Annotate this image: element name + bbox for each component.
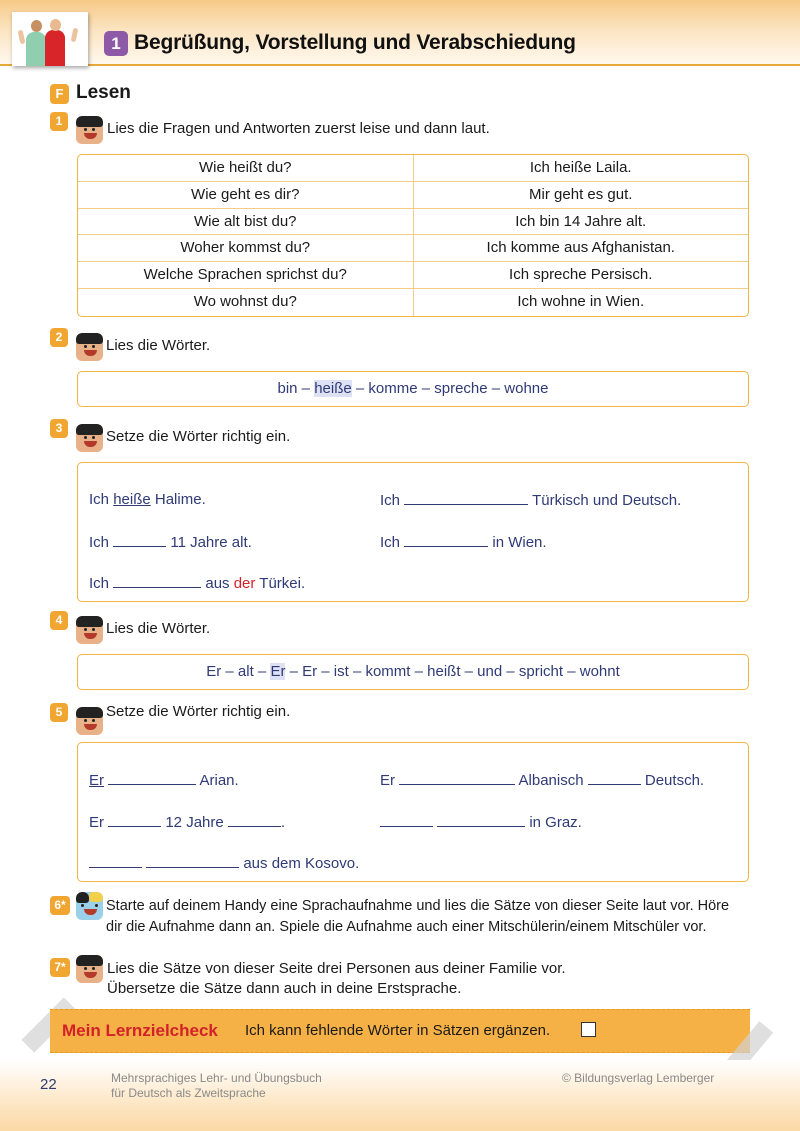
fill-sentence (380, 533, 547, 551)
blank-field[interactable] (404, 491, 528, 505)
table-row (78, 235, 748, 262)
sentence-text: Er (380, 772, 400, 789)
example-answer: heiße (113, 491, 151, 508)
table-row (78, 262, 748, 289)
boy-figure (45, 30, 65, 66)
boy-head (50, 19, 61, 31)
sentence-text: Türkisch und Deutsch. (528, 492, 682, 509)
boy-face-icon (76, 116, 103, 144)
blank-field[interactable] (437, 813, 525, 827)
word-bank-text: Er – alt – (206, 663, 271, 680)
highlighted-article: der (233, 575, 256, 592)
two-children-waving-photo (12, 12, 88, 66)
publisher-credit: © Bildungsverlag Lemberger (562, 1071, 715, 1085)
sentence-text: Arian. (196, 772, 239, 789)
blank-field[interactable] (380, 813, 433, 827)
word-bank-text: – komme – spreche – wohne (351, 380, 549, 397)
table-row (78, 182, 748, 209)
highlighted-word: heiße (314, 380, 352, 397)
sentence-text: Türkei. (255, 575, 306, 592)
question-cell: Woher kommst du? (78, 235, 414, 261)
learning-goal-checkbox[interactable] (581, 1022, 596, 1037)
hand-shape (18, 30, 26, 45)
sentence-text: Ich (380, 534, 405, 551)
exercise-instruction (106, 896, 729, 938)
page-number: 22 (40, 1076, 57, 1093)
fill-sentence (380, 813, 582, 831)
chapter-number-badge: 1 (104, 31, 128, 56)
boy-face-icon (76, 424, 103, 452)
book-title (111, 1071, 322, 1101)
sentence-text: Halime. (150, 491, 206, 508)
fill-sentence (89, 854, 359, 872)
sentence-text: Ich (89, 575, 114, 592)
two-faces-icon (76, 892, 103, 920)
blank-field[interactable] (404, 533, 488, 547)
exercise-instruction: Lies die Fragen und Antworten zuerst leise und dann laut. (107, 120, 490, 137)
sentence-text: Er (89, 814, 109, 831)
answer-cell: Ich heiße Laila. (529, 159, 632, 176)
table-row (78, 289, 748, 316)
exercise-instruction (107, 959, 566, 999)
exercise-number-badge: 5 (50, 703, 68, 722)
fill-sentence (89, 813, 285, 831)
blank-field[interactable] (89, 854, 142, 868)
table-row (78, 155, 748, 182)
blank-field[interactable] (588, 771, 641, 785)
sentence-text: Albanisch (515, 772, 588, 789)
hand-shape (71, 28, 79, 43)
blank-field[interactable] (113, 533, 166, 547)
instruction-line: dir die Aufnahme dann an. Spiele die Aufnahme auch einer Mitschülerin/einem Mitschüler vor. (106, 919, 707, 935)
sentence-text: aus (201, 575, 234, 592)
question-cell: Wie heißt du? (78, 155, 414, 181)
answer-cell: Mir geht es gut. (529, 185, 633, 203)
exercise-number-badge: 1 (50, 112, 68, 131)
exercise-number-badge: 3 (50, 419, 68, 438)
word-bank-text: – Er – ist – kommt – heißt – und – spricht – wohnt (285, 663, 620, 680)
question-cell: Welche Sprachen sprichst du? (78, 262, 414, 288)
boy-face-icon (76, 616, 103, 644)
exercise-instruction: Lies die Wörter. (106, 337, 211, 354)
fill-in-box (77, 462, 749, 602)
blank-field[interactable] (228, 813, 281, 827)
sentence-text: Ich (89, 491, 114, 508)
sentence-text: in Wien. (488, 534, 547, 551)
word-bank-box (77, 654, 749, 690)
fill-sentence (89, 533, 252, 551)
question-answer-table (77, 154, 749, 317)
exercise-instruction: Setze die Wörter richtig ein. (106, 428, 291, 445)
sentence-text: Ich (380, 492, 405, 509)
instruction-line: Übersetze die Sätze dann auch in deine Erstsprache. (107, 980, 462, 997)
highlighted-word: Er (270, 663, 286, 680)
instruction-line: Starte auf deinem Handy eine Sprachaufnahme und lies die Sätze von dieser Seite laut vor. Höre (106, 898, 730, 914)
chapter-title: Begrüßung, Vorstellung und Verabschiedung (134, 31, 576, 54)
exercise-number-badge: 7* (50, 958, 70, 977)
answer-cell: Ich komme aus Afghanistan. (486, 239, 675, 257)
exercise-number-badge: 4 (50, 611, 68, 630)
blank-field[interactable] (108, 813, 161, 827)
blank-field[interactable] (146, 854, 239, 868)
word-bank-text: bin – (277, 380, 315, 397)
answer-cell: Ich spreche Persisch. (509, 266, 653, 284)
book-title-line: für Deutsch als Zweitsprache (111, 1086, 266, 1100)
page-header (0, 0, 800, 66)
sentence-text: Ich (89, 534, 114, 551)
sentence-text: . (280, 814, 286, 831)
blank-field[interactable] (399, 771, 515, 785)
boy-face-icon (76, 333, 103, 361)
girl-head (31, 20, 42, 32)
answer-cell: Ich bin 14 Jahre alt. (515, 212, 647, 230)
blank-field[interactable] (108, 771, 196, 785)
fill-sentence (380, 771, 704, 789)
table-row (78, 209, 748, 236)
learning-goal-title: Mein Lernzielcheck (62, 1021, 218, 1040)
boy-face-icon (76, 707, 103, 735)
book-title-line: Mehrsprachiges Lehr- und Übungsbuch (111, 1071, 322, 1085)
fill-sentence (89, 574, 305, 592)
girl-figure (26, 32, 46, 66)
exercise-instruction: Lies die Wörter. (106, 620, 211, 637)
sentence-text: aus dem Kosovo. (239, 855, 360, 872)
learning-goal-check-banner (50, 1009, 750, 1053)
exercise-number-badge: 6* (50, 896, 70, 915)
sentence-text: 12 Jahre (161, 814, 228, 831)
section-title: Lesen (76, 82, 131, 103)
fill-sentence (89, 491, 206, 508)
sentence-text: in Graz. (525, 814, 582, 831)
example-answer: Er (89, 772, 104, 789)
fill-sentence (89, 771, 239, 789)
answer-cell: Ich wohne in Wien. (517, 292, 645, 310)
sentence-text: Deutsch. (640, 772, 705, 789)
blank-field[interactable] (113, 574, 201, 588)
fill-sentence (380, 491, 681, 509)
exercise-number-badge: 2 (50, 328, 68, 347)
question-cell: Wie geht es dir? (78, 182, 414, 208)
instruction-line: Lies die Sätze von dieser Seite drei Personen aus deiner Familie vor. (107, 960, 566, 977)
learning-goal-text: Ich kann fehlende Wörter in Sätzen ergänzen. (245, 1022, 551, 1039)
question-cell: Wie alt bist du? (78, 209, 414, 235)
question-cell: Wo wohnst du? (78, 289, 414, 316)
fill-in-box (77, 742, 749, 882)
word-bank-box (77, 371, 749, 407)
boy-face-icon (76, 955, 103, 983)
sentence-text: 11 Jahre alt. (166, 534, 252, 551)
exercise-instruction: Setze die Wörter richtig ein. (106, 703, 291, 720)
section-badge: F (50, 84, 69, 104)
